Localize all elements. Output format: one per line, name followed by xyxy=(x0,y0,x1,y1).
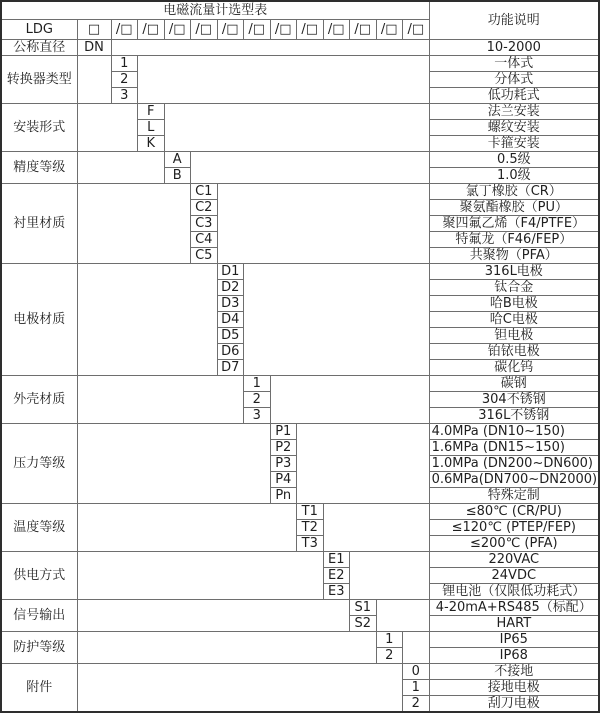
section-label: 公称直径 xyxy=(1,39,77,55)
model-prefix: LDG xyxy=(1,19,77,39)
section-label: 转换器类型 xyxy=(1,55,77,103)
code-cell: T3 xyxy=(297,535,324,551)
function-desc: HART xyxy=(429,615,599,631)
function-desc: 0.6MPa(DN700~DN2000) xyxy=(429,471,599,487)
code-slot-placeholder: /□ xyxy=(297,19,324,39)
spacer-left xyxy=(77,151,164,183)
function-desc: 螺纹安装 xyxy=(429,119,599,135)
code-slot-placeholder: /□ xyxy=(270,19,297,39)
code-slot-placeholder: /□ xyxy=(191,19,218,39)
code-cell: F xyxy=(138,103,165,119)
function-desc: 接地电极 xyxy=(429,679,599,695)
function-desc: ≤80℃ (CR/PU) xyxy=(429,503,599,519)
function-desc: 220VAC xyxy=(429,551,599,567)
function-desc: 聚氨酯橡胶（PU） xyxy=(429,199,599,215)
code-cell: E1 xyxy=(323,551,350,567)
code-cell: 1 xyxy=(376,631,403,647)
spacer-right xyxy=(376,599,429,631)
code-slot-placeholder: /□ xyxy=(164,19,191,39)
function-desc: 碳化钨 xyxy=(429,359,599,375)
function-desc: 316L不锈钢 xyxy=(429,407,599,423)
function-desc: 316L电极 xyxy=(429,263,599,279)
function-desc: 24VDC xyxy=(429,567,599,583)
function-desc: 法兰安装 xyxy=(429,103,599,119)
spacer-left xyxy=(77,375,244,423)
spacer-right xyxy=(323,503,429,551)
section-label: 衬里材质 xyxy=(1,183,77,263)
code-cell: D7 xyxy=(217,359,244,375)
spacer-right xyxy=(111,39,429,55)
function-desc: 哈C电极 xyxy=(429,311,599,327)
code-cell: D5 xyxy=(217,327,244,343)
function-desc: 304不锈钢 xyxy=(429,391,599,407)
spacer-left xyxy=(77,263,217,375)
spacer-left xyxy=(77,631,376,663)
section-label: 电极材质 xyxy=(1,263,77,375)
function-desc: 钽电极 xyxy=(429,327,599,343)
spacer-left xyxy=(77,103,138,151)
code-cell: D3 xyxy=(217,295,244,311)
code-cell: C3 xyxy=(191,215,218,231)
code-cell: D6 xyxy=(217,343,244,359)
function-desc: 共聚物（PFA） xyxy=(429,247,599,263)
code-cell: 2 xyxy=(111,71,138,87)
function-desc: 10-2000 xyxy=(429,39,599,55)
code-cell: 2 xyxy=(403,695,430,712)
function-desc: 铂铱电极 xyxy=(429,343,599,359)
code-box-placeholder: □ xyxy=(77,19,111,39)
code-cell: 3 xyxy=(111,87,138,103)
code-cell: 3 xyxy=(244,407,271,423)
function-desc: IP65 xyxy=(429,631,599,647)
function-desc: 1.0级 xyxy=(429,167,599,183)
code-cell: E3 xyxy=(323,583,350,599)
code-slot-placeholder: /□ xyxy=(111,19,138,39)
spacer-right xyxy=(244,263,430,375)
function-desc: 0.5级 xyxy=(429,151,599,167)
code-cell: P1 xyxy=(270,423,297,439)
spacer-right xyxy=(270,375,429,423)
section-label: 温度等级 xyxy=(1,503,77,551)
code-cell: 1 xyxy=(111,55,138,71)
code-cell: C5 xyxy=(191,247,218,263)
section-label: 信号输出 xyxy=(1,599,77,631)
function-desc: 4-20mA+RS485（标配） xyxy=(429,599,599,615)
function-desc: 4.0MPa (DN10~150) xyxy=(429,423,599,439)
function-desc: 刮刀电极 xyxy=(429,695,599,712)
section-label: 防护等级 xyxy=(1,631,77,663)
code-cell: DN xyxy=(77,39,111,55)
function-desc: 哈B电极 xyxy=(429,295,599,311)
code-cell: D2 xyxy=(217,279,244,295)
function-desc: 1.0MPa (DN200~DN600) xyxy=(429,455,599,471)
code-slot-placeholder: /□ xyxy=(403,19,430,39)
spacer-right xyxy=(138,55,430,103)
function-desc: 碳钢 xyxy=(429,375,599,391)
spacer-left xyxy=(77,423,270,503)
code-cell: 1 xyxy=(403,679,430,695)
function-desc: 钛合金 xyxy=(429,279,599,295)
code-cell: K xyxy=(138,135,165,151)
code-cell: P2 xyxy=(270,439,297,455)
function-desc: 分体式 xyxy=(429,71,599,87)
code-cell: T2 xyxy=(297,519,324,535)
code-cell: C4 xyxy=(191,231,218,247)
spacer-right xyxy=(297,423,430,503)
code-cell: C1 xyxy=(191,183,218,199)
code-cell: A xyxy=(164,151,191,167)
code-cell: P3 xyxy=(270,455,297,471)
code-cell: D4 xyxy=(217,311,244,327)
code-cell: S2 xyxy=(350,615,377,631)
function-desc: 特殊定制 xyxy=(429,487,599,503)
function-desc: 1.6MPa (DN15~150) xyxy=(429,439,599,455)
spacer-left xyxy=(77,55,111,103)
spacer-left xyxy=(77,551,323,599)
function-desc: 特氟龙（F46/FEP） xyxy=(429,231,599,247)
spacer-left xyxy=(77,663,403,712)
code-cell: 2 xyxy=(376,647,403,663)
section-label: 精度等级 xyxy=(1,151,77,183)
section-label: 外壳材质 xyxy=(1,375,77,423)
spacer-left xyxy=(77,183,191,263)
table-title: 电磁流量计选型表 xyxy=(1,1,429,19)
code-cell: B xyxy=(164,167,191,183)
spacer-right xyxy=(217,183,429,263)
code-cell: P4 xyxy=(270,471,297,487)
function-desc: 不接地 xyxy=(429,663,599,679)
spacer-left xyxy=(77,503,297,551)
code-cell: 1 xyxy=(244,375,271,391)
code-cell: 2 xyxy=(244,391,271,407)
spacer-right xyxy=(350,551,430,599)
code-cell: S1 xyxy=(350,599,377,615)
code-cell: C2 xyxy=(191,199,218,215)
code-cell: Pn xyxy=(270,487,297,503)
section-label: 附件 xyxy=(1,663,77,712)
function-desc: ≤120℃ (PTEP/FEP) xyxy=(429,519,599,535)
function-desc: 氯丁橡胶（CR） xyxy=(429,183,599,199)
code-slot-placeholder: /□ xyxy=(350,19,377,39)
code-slot-placeholder: /□ xyxy=(138,19,165,39)
code-slot-placeholder: /□ xyxy=(217,19,244,39)
code-cell: T1 xyxy=(297,503,324,519)
code-slot-placeholder: /□ xyxy=(376,19,403,39)
spacer-right xyxy=(164,103,429,151)
function-desc: 聚四氟乙烯（F4/PTFE） xyxy=(429,215,599,231)
code-cell: L xyxy=(138,119,165,135)
function-desc: 低功耗式 xyxy=(429,87,599,103)
code-cell: 0 xyxy=(403,663,430,679)
section-label: 压力等级 xyxy=(1,423,77,503)
spacer-right xyxy=(403,631,430,663)
function-column-header: 功能说明 xyxy=(429,1,599,39)
function-desc: ≤200℃ (PFA) xyxy=(429,535,599,551)
function-desc: IP68 xyxy=(429,647,599,663)
function-desc: 一体式 xyxy=(429,55,599,71)
code-cell: D1 xyxy=(217,263,244,279)
spacer-left xyxy=(77,599,350,631)
code-slot-placeholder: /□ xyxy=(323,19,350,39)
code-cell: E2 xyxy=(323,567,350,583)
function-desc: 锂电池（仅限低功耗式） xyxy=(429,583,599,599)
function-desc: 卡箍安装 xyxy=(429,135,599,151)
code-slot-placeholder: /□ xyxy=(244,19,271,39)
section-label: 供电方式 xyxy=(1,551,77,599)
section-label: 安装形式 xyxy=(1,103,77,151)
spacer-right xyxy=(191,151,430,183)
